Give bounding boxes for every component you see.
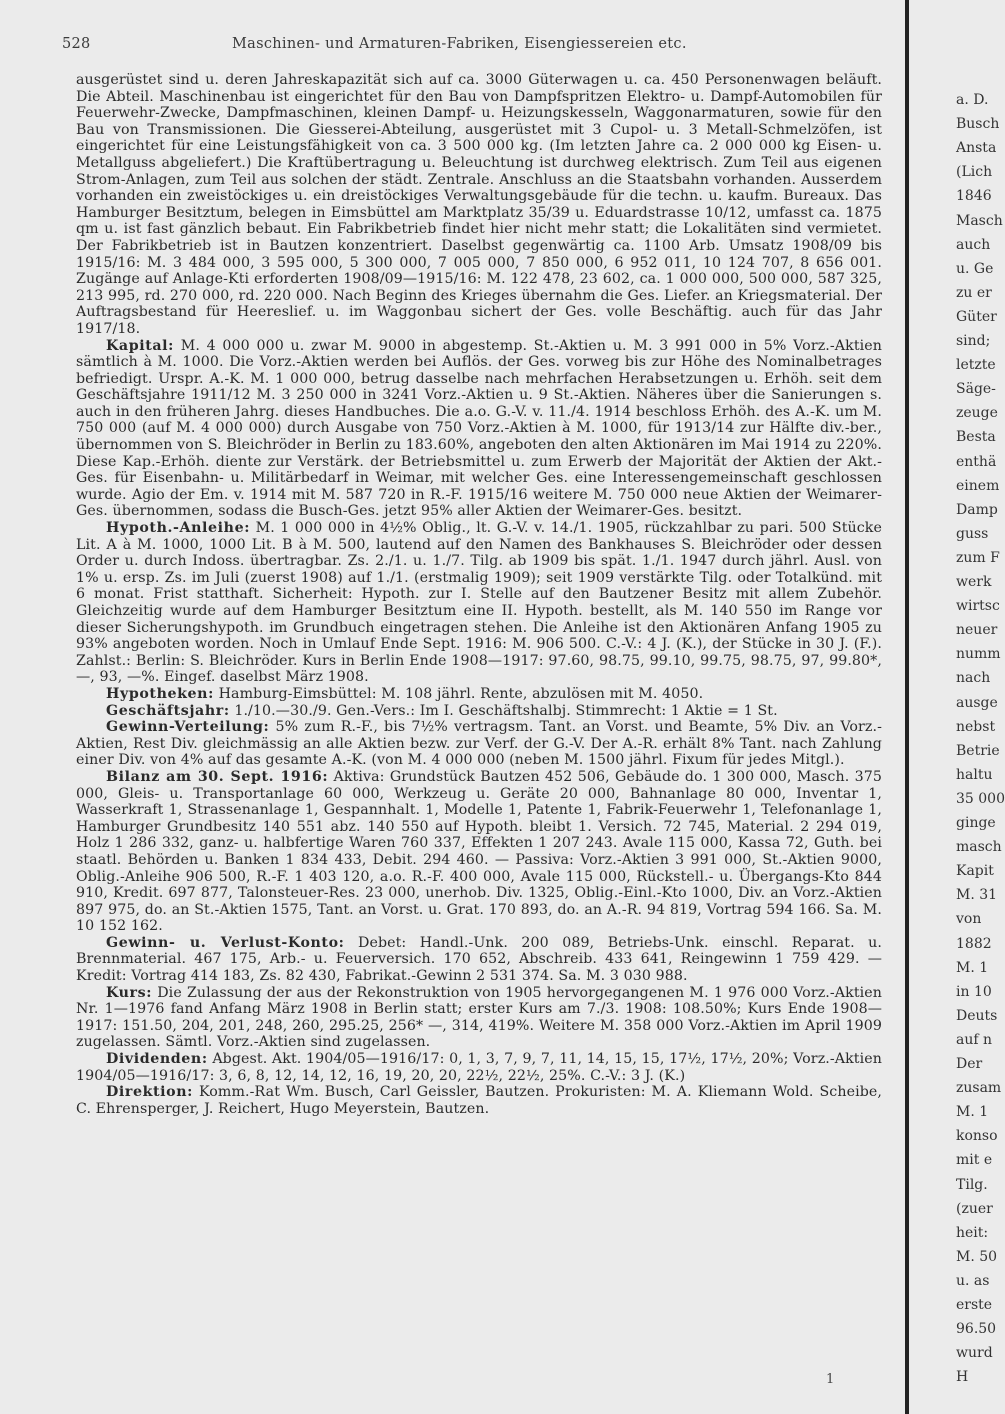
- fragment-line: ausge: [956, 694, 998, 711]
- fragment-line: Busch: [956, 116, 1000, 133]
- paragraph: [76, 719, 882, 769]
- fragment-line: M. 1: [956, 959, 989, 976]
- section-label: Kurs:: [106, 984, 153, 1001]
- fragment-line: haltu: [956, 766, 993, 783]
- fragment-line: wurd: [956, 1345, 993, 1362]
- fragment-line: Tilg.: [956, 1176, 988, 1193]
- fragment-line: numm: [956, 646, 1001, 663]
- fragment-line: nebst: [956, 718, 996, 735]
- fragment-line: werk: [956, 574, 992, 590]
- fragment-line: H: [956, 1369, 969, 1386]
- fragment-line: einem: [956, 477, 1000, 494]
- footer-mark: 1: [826, 1372, 835, 1387]
- paragraph-text: Abgest. Akt. 1904/05—1916/17: 0, 1, 3, 7, 9, 7, 11, 14, 15, 15, 17½, 17½, 20%; Vorz.-Aktien 1904/05—1916/17: 3, 6, 8, 12, 14, 12, 16, 19, 20, 20, 22½, 22½, 25%. C.-V.: 3 J. (K.): [76, 1051, 882, 1084]
- column-divider: [905, 0, 909, 1414]
- paragraph-text: Debet: Handl.-Unk. 200 089, Betriebs-Unk. einschl. Reparat. u. Brennmaterial. 467 175, Arb.- u. Feuerversich. 170 652, Abschreib. 433 641, Reingewinn 1 759 429. — Kredit: Vortrag 414 183, Zs. 82 430, Fabrikat.-Gewinn 2 531 374. Sa. M. 3 030 988.: [76, 934, 882, 985]
- fragment-line: Damp: [956, 501, 998, 518]
- paragraph-text: ausgerüstet sind u. deren Jahreskapazität sich auf ca. 3000 Güterwagen u. ca. 450 Personenwagen beläuft. Die Abteil. Maschinenbau ist eingerichtet für den Bau von Dampfspritzen Elektro- u. Dampf-Automobilen für Feuerwehr-Zwecke, Dampfmaschinen, kleinen Dampf- u. Heizungskesseln, Waggonarmaturen, sowie für den Bau von Transmissionen. Die Giesserei-Abteilung, ausgerüstet mit 3 Cupol- u. 3 Metall-Schmelzöfen, ist eingerichtet für eine Leistungsfähigkeit von ca. 3 500 000 kg. (Im letzten Jahre ca. 2 000 000 kg Eisen- u. Metallguss abgeliefert.) Die Kraftübertragung u. Beleuchtung ist durchweg elektrisch. Zum Teil aus eigenen Strom-Anlagen, zum Teil aus solchen der städt. Zentrale. Anschluss an die Staatsbahn vorhanden. Ausserdem vorhanden ein zweistöckiges u. ein dreistöckiges Verwaltungsgebäude für die techn. u. kaufm. Bureaux. Das Hamburger Besitztum, belegen in Eimsbüttel am Marktplatz 35/39 u. Eduardstrasse 10/12, umfasst ca. 1875 qm u. ist fast gänzlich bebaut. Ein Fabrikbetrieb findet hier nicht mehr statt; die Lokalitäten sind vermietet. Der Fabrikbetrieb ist in Bautzen konzentriert. Daselbst gegenwärtig ca. 1100 Arb. Umsatz 1908/09 bis 1915/16: M. 3 484 000, 3 595 000, 5 300 000, 7 005 000, 7 850 000, 6 952 011, 10 124 707, 8 656 001. Zugänge auf Anlage-Kti erforderten 1908/09—1915/16: M. 122 478, 23 602, ca. 1 000 000, 500 000, 587 325, 213 995, rd. 270 000, rd. 220 000. Nach Beginn des Krieges übernahm die Ges. Liefer. an Kriegsmaterial. Der Auftragsbestand für Heereslief. u. im Waggonbau sichert der Ges. volle Beschäftig. auch für das Jahr 1917/18.: [76, 72, 882, 337]
- fragment-line: Der: [956, 1056, 983, 1072]
- fragment-line: mit e: [956, 1152, 993, 1169]
- paragraph-text: Komm.-Rat Wm. Busch, Carl Geissler, Bautzen. Prokuristen: M. A. Kliemann Wold. Scheibe, C. Ehrensperger, J. Reichert, Hugo Meyerstein, Bautzen.: [76, 1084, 882, 1117]
- paragraph: [76, 703, 882, 720]
- fragment-line: a. D.: [956, 92, 989, 108]
- fragment-line: 35 000: [956, 790, 1005, 807]
- fragment-line: Besta: [956, 429, 996, 446]
- fragment-line: M. 1: [956, 1104, 989, 1121]
- fragment-line: Säge-: [956, 381, 996, 398]
- section-label: Hypoth.-Anleihe:: [106, 520, 251, 537]
- paragraph-text: Hamburg-Eimsbüttel: M. 108 jährl. Rente, abzulösen mit M. 4050.: [218, 685, 704, 702]
- paragraph: [76, 686, 882, 703]
- fragment-line: M. 31: [956, 887, 998, 904]
- fragment-line: auch: [956, 236, 991, 253]
- paragraph: [76, 769, 882, 935]
- paragraph-text: 5% zum R.-F., bis 7½% vertragsm. Tant. an Vorst. und Beamte, 5% Div. an Vorz.-Aktien, Rest Div. gleichmässig an alle Aktien bezw. zur Verf. der G.-V. Der A.-R. erhält 8% Tant. nach Zahlung einer Div. von 4% auf das gesamte A.-K. (von M. 4 000 000 (neben M. 1500 jährl. Fixum für jedes Mitgl.).: [76, 719, 882, 769]
- section-label: Geschäftsjahr:: [106, 702, 230, 719]
- fragment-line: neuer: [956, 622, 998, 639]
- section-label: Gewinn-Verteilung:: [106, 719, 270, 736]
- paragraph-text: 1./10.—30./9. Gen.-Vers.: Im I. Geschäftshalbj. Stimmrecht: 1 Aktie = 1 St.: [234, 702, 778, 719]
- fragment-line: Ansta: [956, 140, 997, 157]
- fragment-line: (Lich: [956, 164, 993, 181]
- paragraph: [76, 338, 882, 521]
- section-label: Hypotheken:: [106, 685, 214, 702]
- fragment-line: auf n: [956, 1031, 993, 1048]
- fragment-line: erste: [956, 1297, 993, 1313]
- fragment-line: heit:: [956, 1224, 989, 1241]
- fragment-line: (zuer: [956, 1200, 993, 1217]
- fragment-line: Kapit: [956, 863, 994, 880]
- fragment-line: 96.50: [956, 1321, 997, 1338]
- fragment-line: 1882: [956, 935, 992, 952]
- paragraph: [76, 985, 882, 1051]
- fragment-line: ginge: [956, 815, 996, 831]
- fragment-line: M. 50: [956, 1248, 998, 1265]
- fragment-line: Masch: [956, 212, 1003, 229]
- fragment-line: Betrie: [956, 742, 1000, 759]
- paragraph-text: M. 1 000 000 in 4½% Oblig., lt. G.-V. v. 14./1. 1905, rückzahlbar zu pari. 500 Stücke Lit. A à M. 1000, 1000 Lit. B à M. 500, lautend auf den Namen des Bankhauses S. Bleichröder oder dessen Order u. durch Indoss. übertragbar. Zs. 2./1. u. 1./7. Tilg. ab 1909 bis spät. 1./1. 1947 durch jährl. Ausl. von 1% u. ersp. Zs. im Juli (zuerst 1908) auf 1./1. (erstmalig 1909); seit 1909 verstärkte Tilg. oder Totalkünd. mit 6 monat. Frist statthaft. Sicherheit: Hypoth. zur I. Stelle auf den Bautzener Besitz mit allem Zubehör. Gleichzeitig wurde auf dem Hamburger Besitztum eine II. Hypoth. bestellt, als M. 140 550 im Range vor dieser Sicherungshypoth. im Grundbuch eingetragen stehen. Die Anleihe ist den Aktionären Anfang 1905 zu 93% angeboten worden. Noch in Umlauf Ende Sept. 1916: M. 906 500. C.-V.: 4 J. (K.), der Stücke in 30 J. (F.). Zahlst.: Berlin: S. Bleichröder. Kurs in Berlin Ende 1908—1917: 97.60, 98.75, 99.10, 99.75, 98.75, 97, 99.80*, —, 93, —%. Eingef. daselbst März 1908.: [76, 520, 882, 686]
- fragment-line: 1846: [956, 188, 992, 205]
- fragment-line: wirtsc: [956, 598, 1000, 615]
- section-label: Direktion:: [106, 1084, 193, 1101]
- fragment-line: masch: [956, 839, 1002, 856]
- fragment-line: letzte: [956, 357, 996, 374]
- paragraph: [76, 1051, 882, 1084]
- paragraph-text: Die Zulassung der aus der Rekonstruktion von 1905 hervorgegangenen M. 1 976 000 Vorz.-Aktien Nr. 1—1976 fand Anfang März 1908 in Berlin statt; erster Kurs am 7./3. 1908: 108.50%; Kurs Ende 1908—1917: 151.50, 204, 201, 248, 260, 295.25, 256* —, 314, 419%. Weitere M. 358 000 Vorz.-Aktien im April 1909 zugelassen. Sämtl. Vorz.-Aktien sind zugelassen.: [76, 984, 882, 1051]
- section-label: Gewinn- u. Verlust-Konto:: [106, 934, 345, 951]
- adjacent-column-fragment: [912, 0, 1005, 1414]
- fragment-line: in 10: [956, 983, 992, 1000]
- paragraph-text: M. 4 000 000 u. zwar M. 9000 in abgestemp. St.-Aktien u. M. 3 991 000 in 5% Vorz.-Aktien sämtlich à M. 1000. Die Vorz.-Aktien werden bei Auflös. der Ges. vorweg bis zur Höhe des Nominalbetrages befriedigt. Urspr. A.-K. M. 1 000 000, betrug dasselbe nach mehrfachen Herabsetzungen u. Erhöh. seit dem Geschäftsjahre 1911/12 M. 3 250 000 in 3241 Vorz.-Aktien u. 9 St.-Aktien. Näheres über die Sanierungen s. auch in den früheren Jahrg. dieses Handbuches. Die a.o. G.-V. v. 11./4. 1914 beschloss Erhöh. des A.-K. um M. 750 000 (auf M. 4 000 000) durch Ausgabe von 750 Vorz.-Aktien à M. 1000, für 1913/14 zur Hälfte div.-ber., übernommen von S. Bleichröder in Berlin zu 183.60%, angeboten den alten Aktionären im Mai 1914 zu 220%. Diese Kap.-Erhöh. diente zur Verstärk. der Betriebsmittel u. zum Erwerb der Majorität der Aktien der Akt.-Ges. für Eisenbahn- u. Militärbedarf in Weimar, mit welcher Ges. eine Interessengemeinschaft geschlossen wurde. Agio der Em. v. 1914 mit M. 587 720 in R.-F. 1915/16 weitere M. 750 000 neue Aktien der Weimarer-Ges. übernommen, sodass die Busch-Ges. jetzt 95% aller Aktien der Weimarer-Ges. besitzt.: [76, 337, 882, 520]
- fragment-line: zum F: [956, 549, 1000, 566]
- main-text-column: [76, 72, 882, 1117]
- fragment-line: zeuge: [956, 405, 998, 422]
- section-label: Kapital:: [106, 337, 175, 354]
- fragment-line: zusam: [956, 1080, 1002, 1097]
- section-label: Bilanz am 30. Sept. 1916:: [106, 768, 329, 785]
- fragment-line: nach: [956, 670, 991, 687]
- paragraph-text: Aktiva: Grundstück Bautzen 452 506, Gebäude do. 1 300 000, Masch. 375 000, Gleis- u. Transportanlage 60 000, Werkzeug u. Geräte 20 000, Bahnanlage 80 000, Inventar 1, Wasserkraft 1, Strassenanlage 1, Gespannhalt. 1, Modelle 1, Patente 1, Fabrik-Feuerwehr 1, Telefonanlage 1, Hamburger Grundbesitz 140 551 abz. 140 550 auf Hypoth. bleibt 1. Versich. 72 745, Material. 2 294 019, Holz 1 286 332, ganz- u. halbfertige Waren 760 337, Effekten 1 207 243. Avale 115 000, Kassa 72, Guth. bei staatl. Behörden u. Banken 1 834 433, Debit. 294 460. — Passiva: Vorz.-Aktien 3 991 000, St.-Aktien 9000, Oblig.-Anleihe 906 500, R.-F. 1 403 120, a.o. R.-F. 400 000, Avale 115 000, Rückstell.- u. Übergangs-Kto 844 910, Kredit. 697 877, Talonsteuer-Res. 23 000, unerhob. Div. 1325, Oblig.-Einl.-Kto 1000, Div. an Vorz.-Aktien 897 975, do. an St.-Aktien 1575, Tant. an Vorst. u. Grat. 170 893, do. an A.-R. 94 819, Vortrag 594 166. Sa. M. 10 152 162.: [76, 768, 882, 935]
- fragment-line: Deuts: [956, 1007, 998, 1024]
- fragment-line: Güter: [956, 308, 997, 325]
- paragraph: [76, 520, 882, 686]
- fragment-line: zu er: [956, 284, 992, 301]
- paragraph: [76, 935, 882, 985]
- fragment-line: enthä: [956, 453, 997, 470]
- page-number: 528: [62, 36, 91, 52]
- paragraph: [76, 72, 882, 338]
- fragment-line: u. Ge: [956, 260, 994, 277]
- running-title: Maschinen- und Armaturen-Fabriken, Eisengiessereien etc.: [232, 36, 687, 52]
- fragment-line: von: [956, 911, 982, 928]
- fragment-line: sind;: [956, 333, 991, 349]
- section-label: Dividenden:: [106, 1051, 208, 1068]
- fragment-line: guss: [956, 525, 989, 542]
- paragraph: [76, 1084, 882, 1117]
- fragment-line: u. as: [956, 1272, 990, 1289]
- fragment-line: konso: [956, 1128, 998, 1145]
